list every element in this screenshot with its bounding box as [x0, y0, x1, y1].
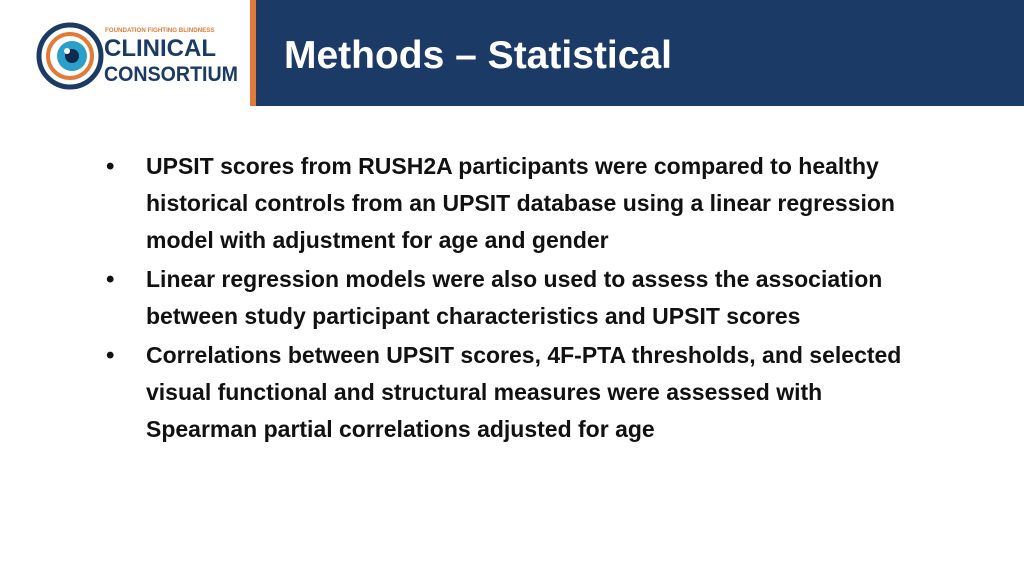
page-title: Methods – Statistical [284, 34, 672, 77]
list-item [104, 261, 924, 335]
logo-tagline: FOUNDATION FIGHTING BLINDNESS [105, 27, 215, 34]
bullet-text: Correlations between UPSIT scores, 4F-PTA thresholds, and selected visual functional and structural measures were assessed with Spearman partial correlations adjusted for age [146, 342, 902, 442]
bullet-text: Linear regression models were also used to assess the association between study participant characteristics and UPSIT scores [146, 266, 883, 329]
list-item [104, 337, 924, 448]
bullet-icon: • [106, 342, 115, 369]
eye-icon [39, 25, 101, 87]
bullet-icon: • [106, 153, 115, 180]
logo-line-clinical: CLINICAL [104, 35, 216, 62]
logo-line-consortium: CONSORTIUM [104, 63, 238, 86]
header-divider [250, 0, 256, 106]
logo [0, 0, 250, 106]
bullet-icon: • [106, 266, 115, 293]
bullet-text: UPSIT scores from RUSH2A participants were compared to healthy historical controls from an UPSIT database using a linear regression model with adjustment for age and gender [146, 153, 895, 253]
list-item [104, 148, 924, 259]
bullet-list [104, 148, 924, 450]
